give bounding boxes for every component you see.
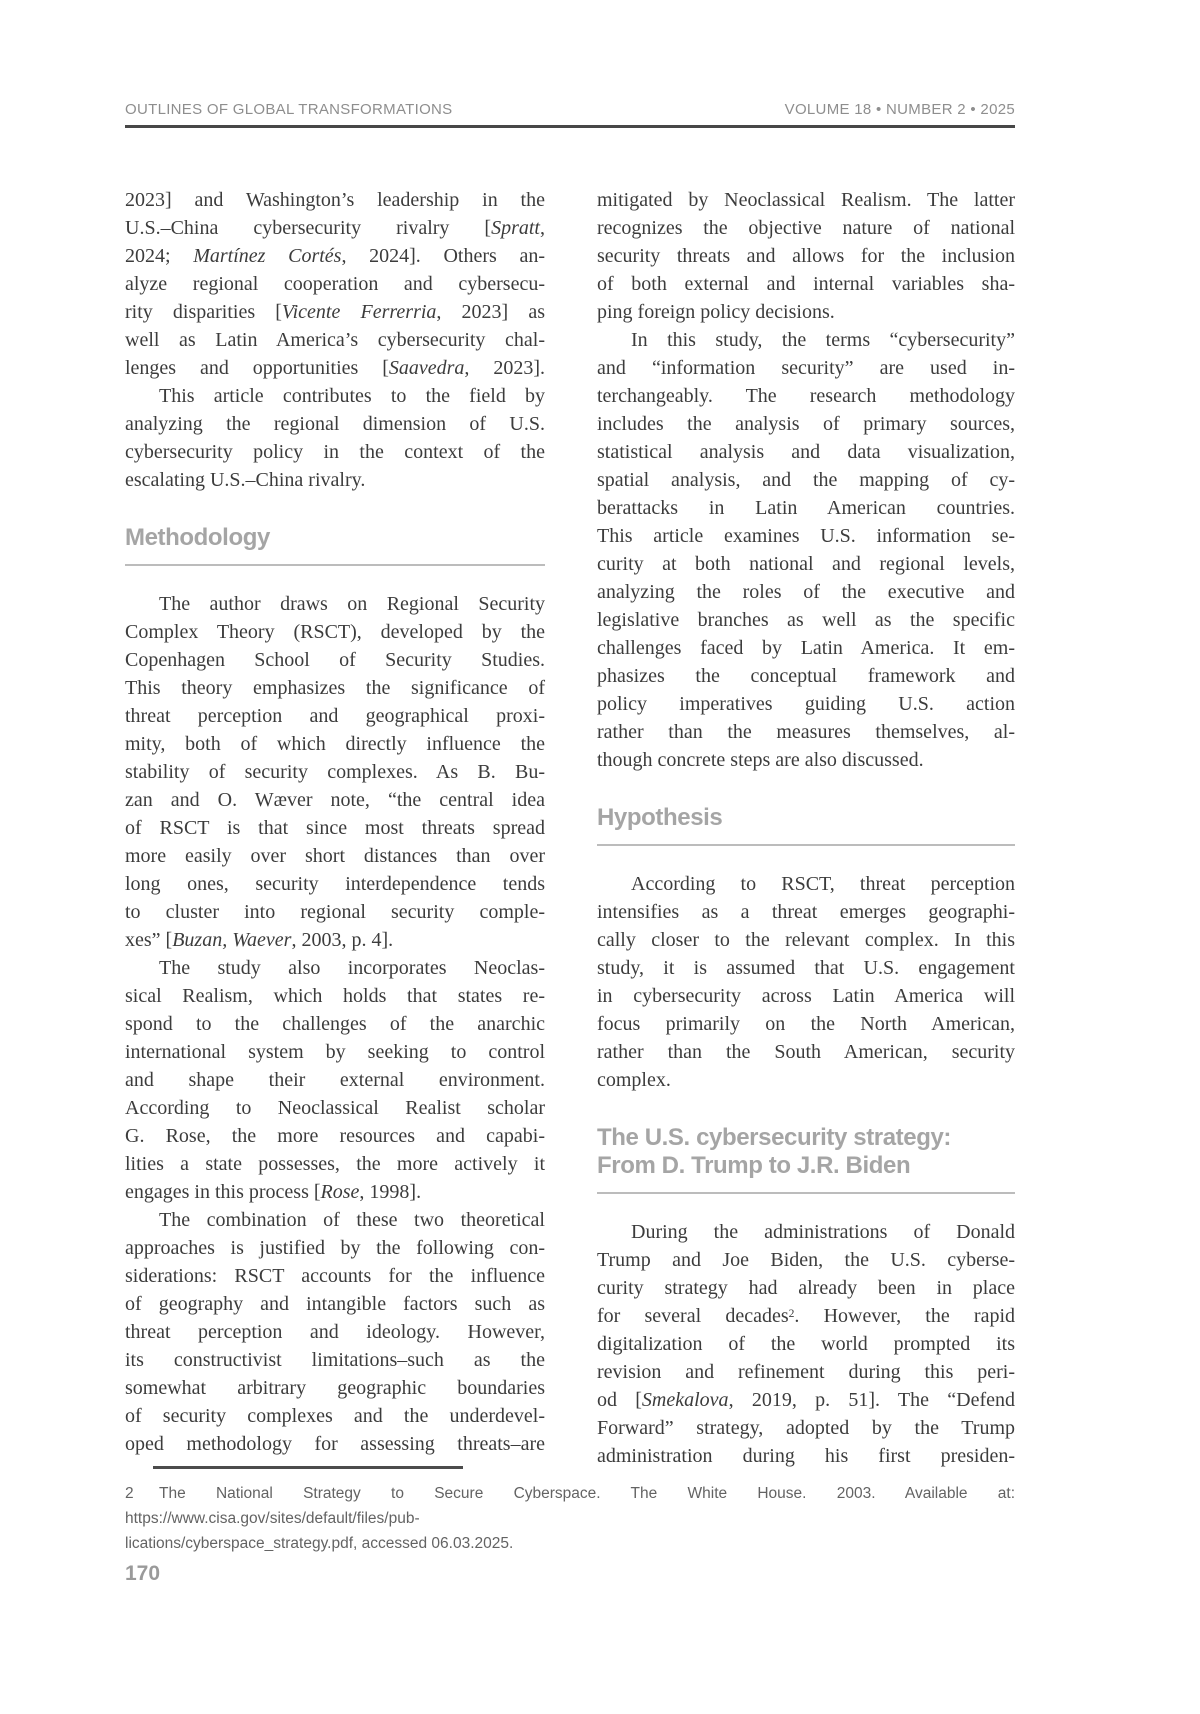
italic-citation: Saavedra [388,357,465,379]
text-line: spatial analysis, and the mapping of cy- [597,469,1015,491]
text-line: approaches is justified by the following con- [125,1237,545,1259]
text-line: siderations: RSCT accounts for the influence [125,1265,545,1287]
text-line: mitigated by Neoclassical Realism. The latter [597,189,1015,211]
footnote [125,1466,1015,1556]
text-line: complex. [597,1069,671,1091]
text-line: terchangeably. The research methodology [597,385,1015,407]
text-line: spond to the challenges of the anarchic [125,1013,545,1035]
text-line: somewhat arbitrary geographic boundaries [125,1377,545,1399]
text-line: rather than the South American, security [597,1041,1015,1063]
text-line: administration during his first presiden- [597,1445,1015,1467]
text-line: rity disparities [Vicente Ferrerria, 2023] as [125,301,545,323]
footnote-line [125,1481,1015,1531]
text-line: legislative branches as well as the specific [597,609,1015,631]
text-line: well as Latin America’s cybersecurity chal- [125,329,545,351]
text-line: international system by seeking to control [125,1041,545,1063]
text-line: This theory emphasizes the significance of [125,677,545,699]
text-line: includes the analysis of primary sources, [597,413,1015,435]
text-line: lities a state possesses, the more actively it [125,1153,545,1175]
text-line: Copenhagen School of Security Studies. [125,649,545,671]
text-line: cybersecurity policy in the context of the [125,441,545,463]
section-heading [597,804,1015,832]
text-line: 2023] and Washington’s leadership in the [125,189,545,211]
paragraph [125,954,545,1206]
italic-citation: Smekalova [641,1389,729,1411]
paragraph [597,186,1015,326]
text-line: challenges faced by Latin America. It em- [597,637,1015,659]
text-line: Complex Theory (RSCT), developed by the [125,621,545,643]
paragraph [125,382,545,494]
text-line: revision and refinement during this peri- [597,1361,1015,1383]
text-line: oped methodology for assessing threats–are [125,1433,545,1455]
paragraph [597,326,1015,774]
footnote-marker: 2 [125,1485,134,1502]
paragraph [597,870,1015,1094]
text-line: security threats and allows for the inclusion [597,245,1015,267]
text-line: its constructivist limitations–such as the [125,1349,545,1371]
italic-citation: Vicente Ferrerria [281,301,437,323]
text-line: to cluster into regional security comple- [125,901,545,923]
right-column [597,186,1015,1470]
text-line: threat perception and geographical proxi- [125,705,545,727]
issue-info: VOLUME 18 • NUMBER 2 • 2025 [784,101,1015,118]
header-rule [125,125,1015,128]
running-header [125,101,1015,118]
text-line: This article contributes to the field by [159,385,545,407]
text-line: This article examines U.S. information se- [597,525,1015,547]
heading-rule [125,564,545,566]
text-line: U.S.–China cybersecurity rivalry [Spratt, [125,217,545,239]
text-line: more easily over short distances than over [125,845,545,867]
text-line: The combination of these two theoretical [159,1209,545,1231]
text-line: statistical analysis and data visualization, [597,441,1015,463]
text-line: for several decades$^2$. However, the rapid [597,1305,1016,1327]
italic-citation: Martínez Cortés [193,245,342,267]
text-line: of security complexes and the underdevel- [125,1405,545,1427]
text-line: od [Smekalova, 2019, p. 51]. The “Defend [597,1389,1015,1411]
text-line: and “information security” are used in- [597,357,1015,379]
text-line: alyze regional cooperation and cybersecu- [125,273,545,295]
italic-citation: Rose [320,1181,360,1203]
text-line: ping foreign policy decisions. [597,301,835,323]
text-line: analyzing the regional dimension of U.S. [125,413,545,435]
left-column [125,186,545,1470]
text-line: and shape their external environment. [125,1069,545,1091]
section-heading [597,1124,1015,1180]
text-line: lenges and opportunities [Saavedra, 2023]. [125,357,545,379]
paragraph [597,1218,1015,1470]
text-line: Forward” strategy, adopted by the Trump [597,1417,1015,1439]
page-number: 170 [125,1562,161,1585]
text-line: berattacks in Latin American countries. [597,497,1015,519]
text-line: During the administrations of Donald [631,1221,1015,1243]
text-line: phasizes the conceptual framework and [597,665,1015,687]
text-line: 2024; Martínez Cortés, 2024]. Others an- [125,245,545,267]
text-line: The author draws on Regional Security [159,593,545,615]
text-line: curity strategy had already been in place [597,1277,1015,1299]
text-line: focus primarily on the North American, [597,1013,1015,1035]
text-line: According to RSCT, threat perception [631,873,1015,895]
paragraph [125,186,545,382]
text-line: study, it is assumed that U.S. engagement [597,957,1015,979]
text-line: in cybersecurity across Latin America will [597,985,1015,1007]
footnote-text: The National Strategy to Secure Cyberspace. The White House. 2003. Available at: https://www.cisa.gov/sites/default/files/pub- [125,1485,1015,1527]
text-line: threat perception and ideology. However, [125,1321,545,1343]
text-line: of geography and intangible factors such as [125,1293,545,1315]
text-line: mity, both of which directly influence the [125,733,545,755]
text-line: sical Realism, which holds that states re- [125,985,545,1007]
heading-rule [597,844,1015,846]
text-line: policy imperatives guiding U.S. action [597,693,1015,715]
text-line: G. Rose, the more resources and capabi- [125,1125,545,1147]
italic-citation: Buzan, Waever [172,929,292,951]
journal-title: OUTLINES OF GLOBAL TRANSFORMATIONS [125,101,453,118]
text-line: intensifies as a threat emerges geographi- [597,901,1015,923]
text-line: escalating U.S.–China rivalry. [125,469,366,491]
text-line: rather than the measures themselves, al- [597,721,1015,743]
heading-rule [597,1192,1015,1194]
text-line: long ones, security interdependence tends [125,873,545,895]
text-line: of both external and internal variables sha- [597,273,1015,295]
section-heading-line: Hypothesis [597,804,723,831]
text-line: The study also incorporates Neoclas- [159,957,545,979]
footnote-rule [153,1466,463,1469]
section-heading-line: From D. Trump to J.R. Biden [597,1152,911,1179]
paragraph [125,590,545,954]
section-heading [125,524,545,552]
text-line: of RSCT is that since most threats spread [125,817,545,839]
text-line: xes” [Buzan, Waever, 2003, p. 4]. [125,929,394,951]
text-line: digitalization of the world prompted its [597,1333,1015,1355]
footnote-line: lications/cyberspace_strategy.pdf, accessed 06.03.2025. [125,1535,514,1552]
text-line: recognizes the objective nature of national [597,217,1015,239]
text-columns [125,186,1015,1470]
text-line: In this study, the terms “cybersecurity” [631,329,1015,351]
text-line: Trump and Joe Biden, the U.S. cyberse- [597,1249,1015,1271]
section-heading-line: The U.S. cybersecurity strategy: [597,1124,952,1151]
footnote-reference: 2 [788,1306,795,1320]
paragraph [125,1206,545,1458]
text-line: analyzing the roles of the executive and [597,581,1015,603]
text-line: According to Neoclassical Realist scholar [125,1097,545,1119]
text-line: zan and O. Wæver note, “the central idea [125,789,545,811]
text-line: curity at both national and regional levels, [597,553,1015,575]
text-line: cally closer to the relevant complex. In this [597,929,1015,951]
italic-citation: Spratt [491,217,540,239]
text-line: stability of security complexes. As B. Bu- [125,761,545,783]
section-heading-line: Methodology [125,524,270,551]
text-line: engages in this process [Rose, 1998]. [125,1181,422,1203]
text-line: though concrete steps are also discussed. [597,749,924,771]
